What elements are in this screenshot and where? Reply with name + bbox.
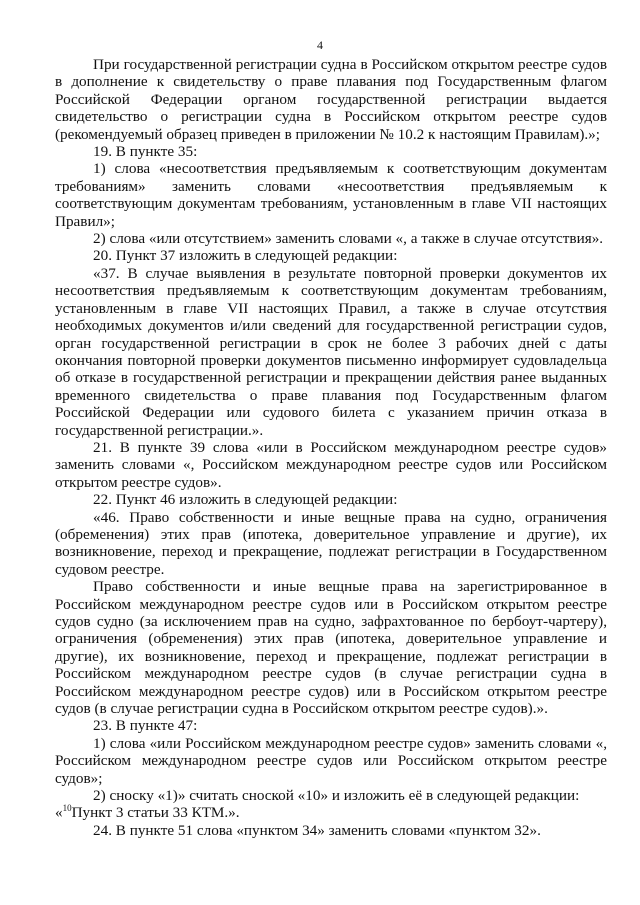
paragraph: При государственной регистрации судна в Российском открытом реестре судов в дополнение к свидетельству о праве плавания под Государственным флагом Российской Федерации органом государственной регистрации выдается свидетельство о регистрации судна в Российском открытом реестре судов (рекомендуемый образец приведен в приложении № 10.2 к настоящим Правилам).»; xyxy=(55,56,607,143)
footnote-marker: 10 xyxy=(62,803,72,814)
paragraph: «37. В случае выявления в результате повторной проверки документов их несоответствия предъявляемым к соответствующим документам требованиям, установленным в главе VII настоящих Правил, а также в случае отсутствия необходимых документов и/или сведений для государственной регистрации судов, орган государственной регистрации в срок не более 3 рабочих дней с даты окончания повторной проверки документов письменно информирует судовладельца об отказе в государственной регистрации и прекращении действия ранее выданных временного свидетельства о праве плавания под Государственным флагом Российской Федерации или судового билета с указанием причин отказа в государственной регистрации.». xyxy=(55,264,607,439)
paragraph: 19. В пункте 35: xyxy=(93,143,198,161)
paragraph: 23. В пункте 47: xyxy=(93,717,198,735)
paragraph: Право собственности и иные вещные права на зарегистрированное в Российском международном реестре судов или в Российском открытом реестре судов судно (за исключением прав на судно, зафрахтованное по бербоут-чартеру), ограничения (обременения) этих прав (ипотека, доверительное управление и другие), их возникновение, переход и прекращение, подлежат регистрации в Российском международном реестре судов (в случае регистрации судна в Российском международном реестре судов) или в Российском открытом реестре судов (в случае регистрации судна в Российском открытом реестре судов).». xyxy=(55,578,607,718)
paragraph: 21. В пункте 39 слова «или в Российском международном реестре судов» заменить словами «, Российском международном реестре судов или Российском открытом реестре судов». xyxy=(55,438,607,491)
footnote-line xyxy=(55,804,607,821)
paragraph: 24. В пункте 51 слова «пунктом 34» заменить словами «пунктом 32». xyxy=(93,821,541,839)
paragraph: «46. Право собственности и иные вещные права на судно, ограничения (обременения) этих прав (ипотека, доверительное управление и другие), их возникновение, переход и прекращение, подлежат регистрации в Государственном судовом реестре. xyxy=(55,508,607,578)
paragraph: 2) слова «или отсутствием» заменить словами «, а также в случае отсутствия». xyxy=(93,230,604,248)
paragraph: 1) слова «или Российском международном реестре судов» заменить словами «, Российском международном реестре судов или Российском открытом реестре судов»; xyxy=(55,734,607,787)
paragraph: 1) слова «несоответствия предъявляемым к соответствующим документам требованиям» заменить словами «несоответствия предъявляемым к соответствующим документам требованиям, установленным в главе VII настоящих Правил»; xyxy=(55,160,607,230)
page-number: 4 xyxy=(317,38,323,52)
document-body xyxy=(55,56,607,839)
paragraph: 22. Пункт 46 изложить в следующей редакции: xyxy=(93,491,398,509)
paragraph: 20. Пункт 37 изложить в следующей редакции: xyxy=(93,247,398,265)
paragraph: 2) сноску «1)» считать сноской «10» и изложить её в следующей редакции: xyxy=(93,787,580,805)
footnote-open-quote: « xyxy=(55,804,63,822)
footnote-text: Пункт 3 статьи 33 КТМ.». xyxy=(71,804,240,822)
